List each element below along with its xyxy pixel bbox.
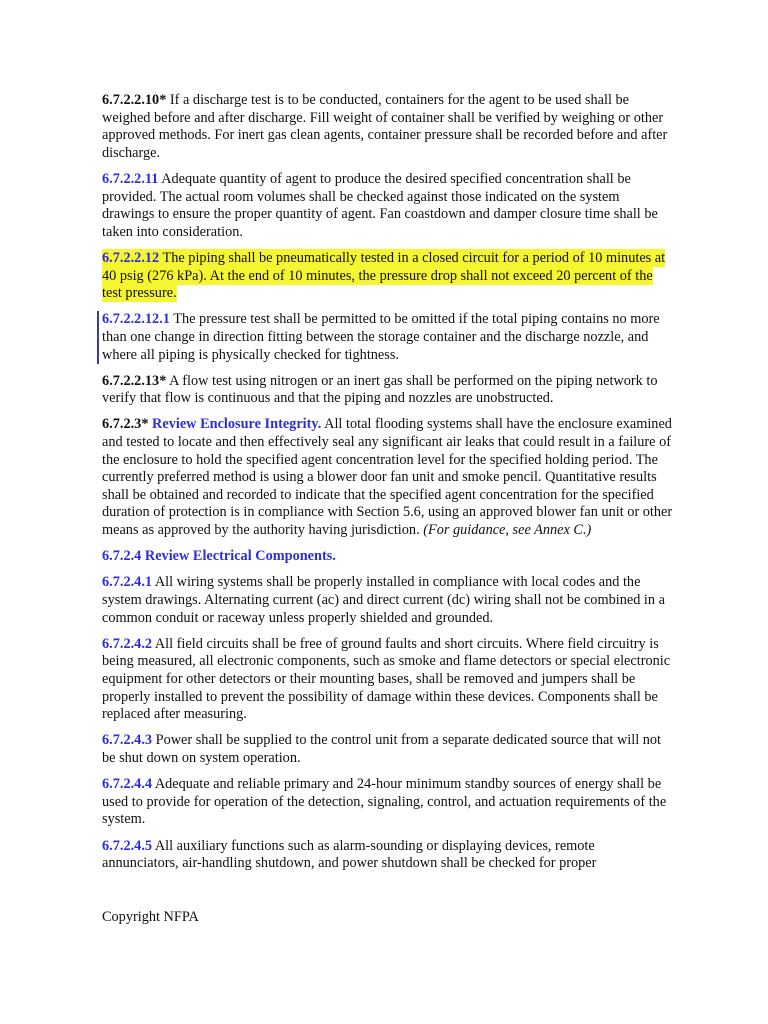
section-number: 6.7.2.3* xyxy=(102,416,149,433)
section-number: 6.7.2.2.13* xyxy=(102,372,167,389)
paragraph-text: Adequate and reliable primary and 24-hour minimum standby sources of energy shall be used to provide for operation of the detection, signaling, control, and actuation requirements of the system. xyxy=(102,776,667,828)
paragraph-6-7-2-2-12-highlighted xyxy=(102,250,674,303)
section-number: 6.7.2.2.11 xyxy=(102,170,159,187)
paragraph-6-7-2-2-12-1 xyxy=(102,311,674,364)
paragraph-6-7-2-4-1 xyxy=(102,574,674,627)
section-number: 6.7.2.4.1 xyxy=(102,574,153,591)
section-number: 6.7.2.4.2 xyxy=(102,635,153,652)
paragraph-6-7-2-4-5 xyxy=(102,838,674,873)
section-number: 6.7.2.4.4 xyxy=(102,776,153,793)
paragraph-6-7-2-2-10 xyxy=(102,92,674,162)
paragraph-text: All total flooding systems shall have the enclosure examined and tested to locate and then effectively seal any significant air leaks that could result in a failure of the enclosure to hold the specified agent concentration level for the specified holding period. The currently preferred method is using a blower door fan unit and smoke pencil. Quantitative results shall be obtained and recorded to indicate that the specified agent concentration for the specified duration of protection is in compliance with Section 5.6, using an approved blower fan unit or other means as approved by the authority having jurisdiction. xyxy=(102,416,673,539)
paragraph-text: Power shall be supplied to the control unit from a separate dedicated source that will not be shut down on system operation. xyxy=(102,732,662,766)
paragraph-text: All auxiliary functions such as alarm-sounding or displaying devices, remote annunciators, air-handling shutdown, and power shutdown shall be checked for proper xyxy=(102,837,597,872)
paragraph-6-7-2-2-13 xyxy=(102,373,674,408)
section-title: Review Enclosure Integrity. xyxy=(148,416,322,433)
revision-bar xyxy=(97,311,99,364)
paragraph-text: A flow test using nitrogen or an inert gas shall be performed on the piping network to verify that flow is continuous and that the piping and nozzles are unobstructed. xyxy=(102,372,658,407)
paragraph-6-7-2-4-2 xyxy=(102,636,674,724)
heading-6-7-2-4 xyxy=(102,548,674,566)
section-number: 6.7.2.2.10* xyxy=(102,92,167,108)
paragraph-6-7-2-3 xyxy=(102,416,674,539)
section-number: 6.7.2.4.5 xyxy=(102,837,153,854)
section-number: 6.7.2.2.12 xyxy=(102,249,160,266)
document-body xyxy=(102,92,674,881)
page-footer: Copyright NFPA xyxy=(102,909,199,925)
paragraph-text: The pressure test shall be permitted to be omitted if the total piping contains no more than one change in direction fitting between the storage container and the discharge nozzle, and where all piping is physically checked for tightness. xyxy=(102,311,660,363)
paragraph-text: If a discharge test is to be conducted, containers for the agent to be used shall be weighed before and after discharge. Fill weight of container shall be verified by weighing or other approved methods. For inert gas clean agents, container pressure shall be recorded before and after discharge. xyxy=(102,92,668,161)
section-number: 6.7.2.4.3 xyxy=(102,732,153,749)
paragraph-text: All wiring systems shall be properly installed in compliance with local codes and the system drawings. Alternating current (ac) and direct current (dc) wiring shall not be combined in a common conduit or raceway unless properly shielded and grounded. xyxy=(102,574,665,626)
paragraph-text: All field circuits shall be free of ground faults and short circuits. Where field circuitry is being measured, all electronic components, such as smoke and flame detectors or special electronic equipment for other detectors or their mounting bases, shall be removed and jumpers shall be properly installed to prevent the possibility of damage within these devices. Components shall be replaced after measuring. xyxy=(102,635,671,723)
section-number: 6.7.2.2.12.1 xyxy=(102,311,170,328)
paragraph-6-7-2-2-11 xyxy=(102,171,674,241)
paragraph-text: The piping shall be pneumatically tested in a closed circuit for a period of 10 minutes at 40 psig (276 kPa). At the end of 10 minutes, the pressure drop shall not exceed 20 percent of the test pressure. xyxy=(102,249,666,302)
paragraph-text: Adequate quantity of agent to produce the desired specified concentration shall be provided. The actual room volumes shall be checked against those indicated on the system drawings to ensure the proper quantity of agent. Fan coastdown and damper closure time shall be taken into consideration. xyxy=(102,170,658,240)
paragraph-6-7-2-4-4 xyxy=(102,776,674,829)
section-heading: 6.7.2.4 Review Electrical Components. xyxy=(102,548,336,565)
highlight-mark xyxy=(102,249,665,302)
paragraph-6-7-2-4-3 xyxy=(102,732,674,767)
guidance-note: (For guidance, see Annex C.) xyxy=(423,522,592,539)
